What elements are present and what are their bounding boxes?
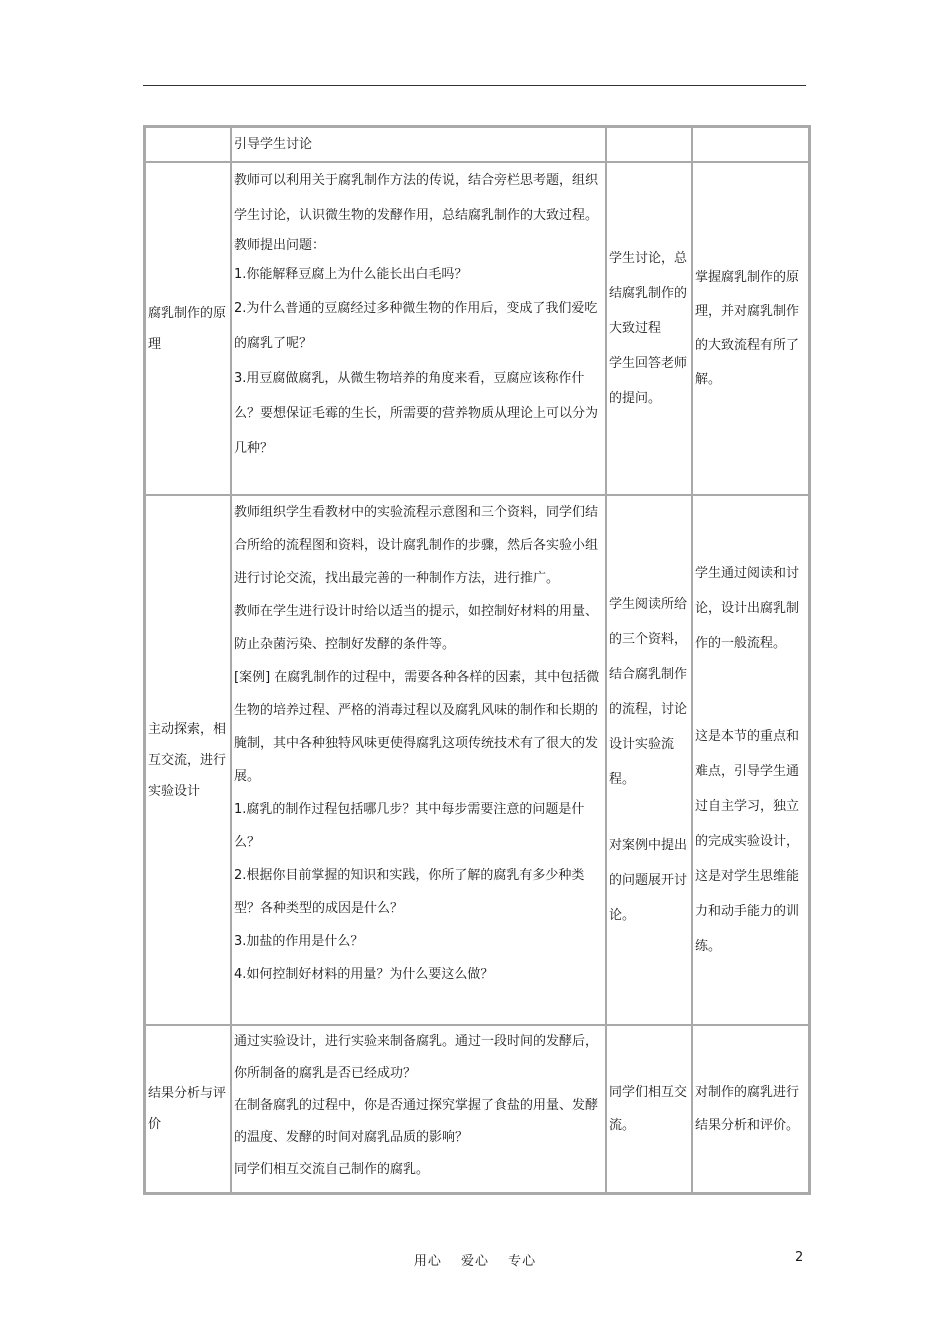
design-cell [692,127,809,162]
student-cell [606,1025,692,1193]
header-rule [143,85,806,86]
table-row [145,495,809,1025]
content-paragraph: [案例] 在腐乳制作的过程中，需要各种各样的因素，其中包括微生物的培养过程、严格的消毒过程以及腐乳风味的制作和长期的腌制，其中各种独特风味更使得腐乳这项传统技术有了很大的发展。 [234,670,600,784]
content-paragraph: 教师提出问题： [234,238,326,253]
student-cell [606,495,692,1025]
content-paragraph: 2.为什么普通的豆腐经过多种微生物的作用后，变成了我们爱吃的腐乳了呢？ [234,301,598,351]
design-cell [692,495,809,1025]
content-paragraph: 在制备腐乳的过程中，你是否通过探究掌握了食盐的用量、发酵的温度、发酵的时间对腐乳品质的影响？ [234,1098,599,1145]
stage-cell [145,127,231,162]
student-paragraph: 学生阅读所给的三个资料，结合腐乳制作的流程，讨论设计实验流程。 [609,597,688,787]
content-paragraph: 通过实验设计，进行实验来制备腐乳。通过一段时间的发酵后，你所制备的腐乳是否已经成功？ [234,1034,599,1081]
design-paragraph: 掌握腐乳制作的原理，并对腐乳制作的大致流程有所了解。 [695,269,800,387]
design-paragraph: 对制作的腐乳进行结果分析和评价。 [695,1085,800,1133]
design-cell [692,162,809,495]
content-paragraph: 教师组织学生看教材中的实验流程示意图和三个资料，同学们结合所给的流程图和资料，设计腐乳制作的步骤，然后各实验小组进行讨论交流，找出最完善的一种制作方法，进行推广。 [234,505,599,586]
page-number: 2 [795,1250,804,1265]
content-cell [231,162,606,495]
content-cell [231,495,606,1025]
student-paragraph: 同学们相互交流。 [609,1085,688,1133]
content-cell [231,127,606,162]
content-paragraph: 2.根据你目前掌握的知识和实践，你所了解的腐乳有多少种类型？各种类型的成因是什么？ [234,868,585,916]
content-cell [231,1025,606,1193]
design-paragraph: 学生通过阅读和讨论，设计出腐乳制作的一般流程。 [695,566,800,651]
content-paragraph: 教师可以利用关于腐乳制作方法的传说，结合旁栏思考题，组织学生讨论，认识微生物的发酵作用，总结腐乳制作的大致过程。 [234,173,599,223]
content-paragraph: 3.加盐的作用是什么？ [234,934,364,949]
content-paragraph: 3.用豆腐做腐乳，从微生物培养的角度来看，豆腐应该称作什么？要想保证毛霉的生长，所需要的营养物质从理论上可以分为几种？ [234,371,599,456]
student-cell [606,162,692,495]
design-paragraph: 这是本节的重点和难点，引导学生通过自主学习，独立的完成实验设计，这是对学生思维能力和动手能力的训练。 [695,729,800,954]
spacer [609,797,690,828]
content-paragraph: 教师在学生进行设计时给以适当的提示，如控制好材料的用量、防止杂菌污染、控制好发酵的条件等。 [234,604,599,652]
stage-cell: 腐乳制作的原理 [145,162,231,495]
spacer [695,661,807,719]
student-paragraph: 对案例中提出的问题展开讨论。 [609,838,688,923]
footer-motto: 用心 爱心 专心 [413,1254,537,1269]
stage-cell: 主动探索，相互交流，进行实验设计 [145,495,231,1025]
table-row [145,1025,809,1193]
table-row [145,127,809,162]
stage-cell: 结果分析与评价 [145,1025,231,1193]
content-paragraph: 1.腐乳的制作过程包括哪几步？其中每步需要注意的问题是什么？ [234,802,585,850]
student-paragraph: 学生回答老师的提问。 [609,356,688,406]
content-paragraph: 同学们相互交流自己制作的腐乳。 [234,1162,430,1177]
table-row [145,162,809,495]
content-paragraph: 4.如何控制好材料的用量？为什么要这么做？ [234,967,494,982]
design-cell [692,1025,809,1193]
content-paragraph: 1.你能解释豆腐上为什么能长出白毛吗？ [234,267,468,282]
student-paragraph: 学生讨论，总结腐乳制作的大致过程 [609,251,688,336]
content-paragraph: 引导学生讨论 [234,137,313,152]
student-cell [606,127,692,162]
lesson-plan-table [143,125,811,1195]
